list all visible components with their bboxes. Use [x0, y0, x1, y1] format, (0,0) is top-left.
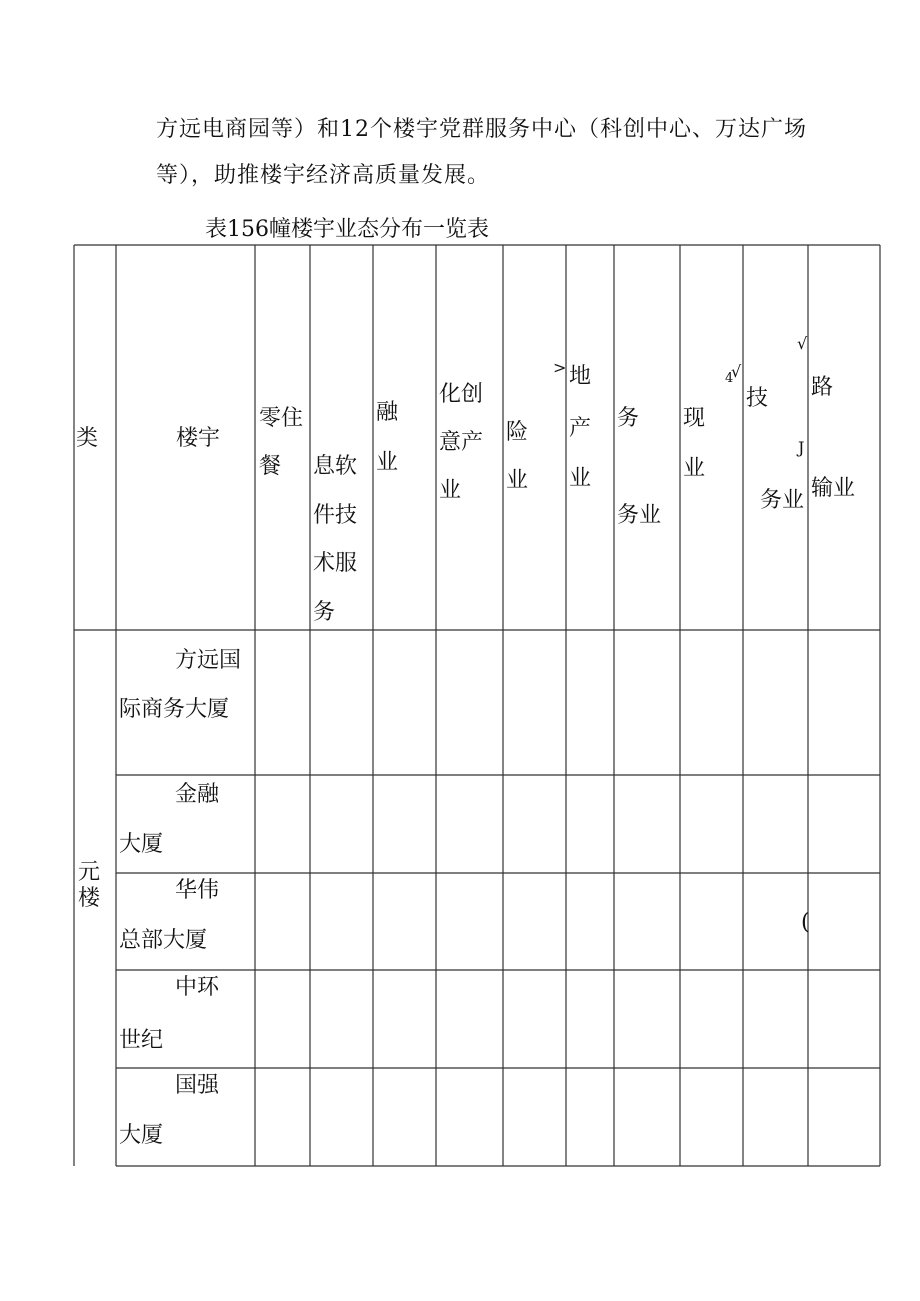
header-software-line2: 件技 [313, 503, 358, 528]
header-business-line2: 务业 [617, 503, 662, 528]
header-culture-line2: 意产 [439, 430, 484, 455]
header-modern-line2: 业 [683, 456, 706, 481]
row-2-label-line1: 金融 [175, 782, 220, 807]
row-4-label-line2: 世纪 [119, 1028, 164, 1053]
table-caption: 表156幢楼宇业态分布一览表 [205, 217, 489, 242]
header-tech-line2: 务业 [760, 488, 805, 513]
mark-gt: > [553, 358, 567, 377]
row-5-label-line1: 国强 [175, 1073, 220, 1098]
paragraph-line-1: 方远电商园等）和12个楼宇党群服务中心（科创中心、万达广场 [156, 117, 807, 142]
header-insurance-line2: 业 [506, 468, 529, 493]
header-transport-line2: 输业 [811, 476, 856, 501]
header-finance-line2: 业 [376, 450, 399, 475]
header-software-line3: 术服 [313, 551, 358, 576]
header-modern-line1: 现 [683, 406, 706, 431]
row-5-label-line2: 大厦 [119, 1123, 164, 1148]
header-transport-line1: 路 [811, 375, 834, 400]
header-software-line4: 务 [313, 600, 336, 625]
header-culture-line3: 业 [439, 478, 462, 503]
row-3-label-line2: 总部大厦 [119, 928, 208, 953]
header-retail-line2: 餐 [259, 454, 282, 479]
header-retail-line1: 零住 [259, 406, 304, 431]
category-label: 元楼 [77, 860, 100, 911]
header-software-line1: 息软 [313, 454, 358, 479]
row-1-label-line1: 方远国 [175, 648, 242, 673]
header-building: 楼宇 [176, 426, 221, 451]
header-realestate-line1: 地 [569, 364, 592, 389]
row-2-label-line2: 大厦 [119, 832, 164, 857]
header-category: 类 [76, 426, 99, 451]
mark-paren: ( [801, 910, 810, 935]
header-insurance-line1: 险 [506, 420, 529, 445]
header-realestate-line3: 业 [569, 466, 592, 491]
header-finance-line1: 融 [376, 400, 399, 425]
row-4-label-line1: 中环 [175, 975, 220, 1000]
header-tech-line1: 技 [746, 386, 769, 411]
header-realestate-line2: 产 [569, 416, 592, 441]
header-tech-mark-j: J [798, 438, 805, 457]
mark-check-top: √ [797, 334, 808, 353]
header-business-line1: 务 [617, 406, 640, 431]
header-culture-line1: 化创 [439, 382, 484, 407]
row-1-label-line2: 际商务大厦 [119, 697, 230, 722]
row-3-label-line1: 华伟 [175, 878, 220, 903]
mark-check-small: √ [731, 362, 742, 381]
paragraph-line-2: 等），助推楼宇经济高质量发展。 [156, 163, 491, 188]
mark-sup4: 4 [725, 371, 734, 386]
